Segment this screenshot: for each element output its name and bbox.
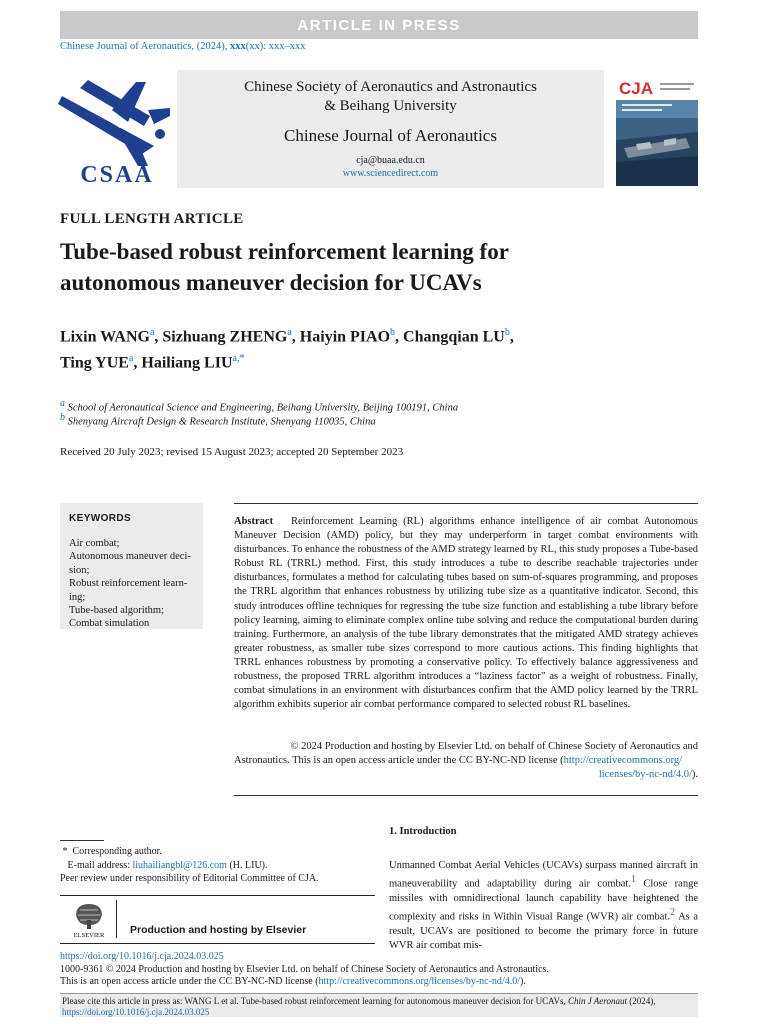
reference-link[interactable]: 2 — [670, 907, 676, 919]
footnote-mark: * — [62, 846, 68, 857]
elsevier-production-text: Production and hosting by Elsevier — [130, 924, 307, 936]
csaa-logo-text: CSAA — [80, 162, 154, 188]
keyword-item: Robust reinforcement learn- — [69, 578, 188, 590]
csaa-logo — [58, 70, 176, 190]
oa-suffix: ). — [519, 976, 526, 987]
journal-cite-volume: xxx — [230, 41, 246, 52]
affiliation-text: School of Aeronautical Science and Engineering, Beihang University, Beijing 100191, China — [67, 402, 459, 414]
author-line-1 — [60, 322, 710, 348]
footnotes — [60, 845, 380, 886]
affiliation-text: Shenyang Aircraft Design & Research Institute, Shenyang 110035, China — [67, 416, 376, 428]
cite-line-1 — [62, 996, 696, 1007]
peer-review-note: Peer review under responsibility of Editorial Committee of CJA. — [60, 873, 319, 884]
author-name: Hailiang LIU — [141, 354, 233, 372]
csaa-plane-emblem-icon — [58, 70, 176, 190]
open-access-line — [60, 976, 710, 989]
abstract-copyright — [234, 740, 698, 782]
copyright-end: ). — [691, 769, 698, 780]
elsevier-tree-label: ELSEVIER — [73, 932, 105, 938]
copyright-line-2 — [234, 754, 698, 768]
author-affiliation-mark[interactable]: a — [128, 353, 134, 365]
doi-link[interactable]: https://doi.org/10.1016/j.cja.2024.03.025 — [60, 951, 224, 962]
affiliation-b — [60, 412, 376, 428]
elsevier-tree-icon — [68, 900, 110, 938]
keywords-heading: KEYWORDS — [69, 513, 132, 524]
intro-text: Close range missiles with omnidirectional launch capability have heightened the complexity and risks in Within Visual Range (WVR) air combat. — [389, 878, 698, 923]
author-affiliation-mark[interactable]: b — [504, 327, 510, 338]
email-label: E-mail address: — [67, 859, 130, 871]
author-name: Changqian LU — [403, 328, 505, 346]
license-link-continued[interactable]: licenses/by-nc-nd/4.0/ — [598, 769, 692, 780]
society-line-1: Chinese Society of Aeronautics and Astronautics — [244, 79, 537, 95]
email-suffix: (H. LIU). — [229, 859, 268, 871]
affiliation-mark: b — [60, 412, 65, 423]
keyword-item: ing; — [69, 591, 86, 603]
keyword-item: sion; — [69, 564, 90, 576]
article-title-line-1: Tube-based robust reinforcement learning for — [60, 239, 509, 264]
keyword-item: Combat simulation — [69, 618, 150, 630]
email-note — [60, 859, 380, 873]
author-list — [60, 322, 710, 375]
abstract-paragraph — [234, 515, 698, 712]
author-separator: , — [509, 328, 514, 346]
section-heading-introduction: 1. Introduction — [389, 826, 457, 837]
email-link[interactable]: liuhailiangbl@126.com — [132, 859, 227, 871]
author-name: Haiyin PIAO — [299, 328, 391, 346]
copyright-license-prefix: Astronautics. This is an open access article under the CC BY-NC-ND license ( — [234, 755, 564, 766]
article-title-line-2: autonomous maneuver decision for UCAVs — [60, 270, 482, 295]
author-separator: , — [154, 328, 163, 346]
elsevier-tree-logo — [68, 900, 110, 938]
author-name: Lixin WANG — [60, 328, 150, 346]
oa-license-link[interactable]: http://creativecommons.org/licenses/by-nc-nd/4.0/ — [318, 976, 520, 987]
abstract-label: Abstract — [234, 516, 274, 527]
intro-text: Unmanned Combat Aerial Vehicles (UCAVs) surpass manned aircraft in maneuverability and adaptability during air combat. — [389, 860, 698, 890]
cite-prefix: Please cite this article in press as: WANG L et al. Tube-based robust reinforcement learning for autonomous maneuver decision for UCAVs, — [62, 996, 566, 1006]
journal-cite-suffix: (xx): xxx–xxx — [245, 41, 306, 52]
affiliation-mark: a — [60, 398, 65, 409]
keywords-list — [69, 537, 203, 631]
abstract-bottom-rule — [234, 795, 698, 796]
author-affiliation-mark[interactable]: a,* — [232, 353, 245, 365]
author-separator: , — [133, 354, 142, 372]
introduction-paragraph — [389, 859, 698, 953]
elsevier-production-box — [60, 895, 375, 944]
author-name: Sizhuang ZHENG — [162, 328, 288, 346]
abstract-text: Reinforcement Learning (RL) algorithms enhance intelligence of air combat Autonomous Maneuver Decision (AMD) policy, but they may underperform in target combat environments with disturbances. To enhance the robustness of the AMD strategy learned by RL, this study proposes a Tube-based Robust RL (TRRL) method. First, this study introduces a tube to describe reachable trajectories under disturbances, formulates a method for calculating tubes based on sum-of-squares programming, and proposes the TRRL algorithm that enhances robustness by utilizing tube size as a quantitative indicator. Second, this study introduces offline techniques for regressing the tube size function and establishing a tube library before policy learning, aiming to eliminate complex online tube solving and reduce the computational burden during training. Furthermore, an analysis of the tube library demonstrates that the mitigated AMD strategy achieves greater robustness, as smaller tube sizes correspond to more cautious actions. This finding highlights that TRRL enhances robustness by promoting a conservative policy. To effectively balance aggressiveness and robustness, the proposed TRRL algorithm introduces a “laziness factor” as a weight of robustness. Finally, combat simulations in an environment with disturbances confirm that the AMD policy learned by the TRRL algorithm exhibits superior air combat performance compared to selected robust RL baselines. — [234, 516, 698, 711]
oa-prefix: This is an open access article under the CC BY-NC-ND license ( — [60, 976, 319, 987]
journal-website-link[interactable]: www.sciencedirect.com — [342, 168, 439, 179]
journal-cite-prefix: Chinese Journal of Aeronautics, (2024), — [60, 41, 228, 52]
journal-cover-art — [616, 78, 698, 186]
journal-email: cja@buaa.edu.cn — [356, 155, 425, 166]
keywords-box — [60, 503, 203, 629]
keyword-item: Tube-based algorithm; — [69, 605, 164, 617]
society-line-2: & Beihang University — [324, 98, 457, 114]
abstract-top-rule — [234, 503, 698, 504]
publisher-block — [177, 70, 604, 188]
issn-line: 1000-9361 © 2024 Production and hosting by Elsevier Ltd. on behalf of Chinese Society of Aeronautics and Astronautics. — [60, 963, 549, 975]
author-affiliation-mark[interactable]: a — [149, 327, 155, 338]
article-title — [60, 236, 700, 298]
footnote-rule — [60, 840, 104, 841]
journal-name: Chinese Journal of Aeronautics — [284, 126, 497, 145]
article-type: FULL LENGTH ARTICLE — [60, 211, 244, 227]
elsevier-divider — [116, 900, 117, 938]
article-bottom-info — [60, 951, 710, 989]
corresponding-author-text: Corresponding author. — [72, 846, 162, 857]
keyword-item: Autonomous maneuver deci- — [69, 551, 191, 563]
cite-this-article-box — [60, 993, 698, 1017]
corresponding-author-note — [60, 845, 380, 859]
author-affiliation-mark[interactable]: a — [287, 327, 292, 338]
intro-text: As a result, UCAVs are positioned to become the primary force in future WVR air combat mis- — [389, 911, 699, 952]
cover-title: CJA — [619, 79, 654, 98]
journal-cover-image — [616, 78, 698, 186]
copyright-line-1: © 2024 Production and hosting by Elsevier Ltd. on behalf of Chinese Society of Aeronautics and — [290, 741, 698, 752]
cite-journal: Chin J Aeronaut — [567, 996, 627, 1006]
keyword-item: Air combat; — [69, 538, 120, 549]
author-affiliation-mark[interactable]: b — [390, 327, 396, 338]
license-link[interactable]: http://creativecommons.org/ — [563, 755, 683, 766]
author-separator: , — [291, 328, 300, 346]
journal-citation-link[interactable] — [60, 41, 306, 52]
cite-doi-link[interactable]: https://doi.org/10.1016/j.cja.2024.03.025 — [62, 1006, 210, 1017]
article-dates: Received 20 July 2023; revised 15 August 2023; accepted 20 September 2023 — [60, 446, 404, 458]
article-in-press-banner: ARTICLE IN PRESS — [60, 11, 698, 39]
cite-year: (2024), — [629, 996, 656, 1006]
reference-link[interactable]: 1 — [630, 874, 636, 886]
author-name: Ting YUE — [60, 354, 129, 372]
author-line-2 — [60, 348, 710, 374]
copyright-line-3 — [234, 768, 698, 782]
author-separator: , — [395, 328, 404, 346]
